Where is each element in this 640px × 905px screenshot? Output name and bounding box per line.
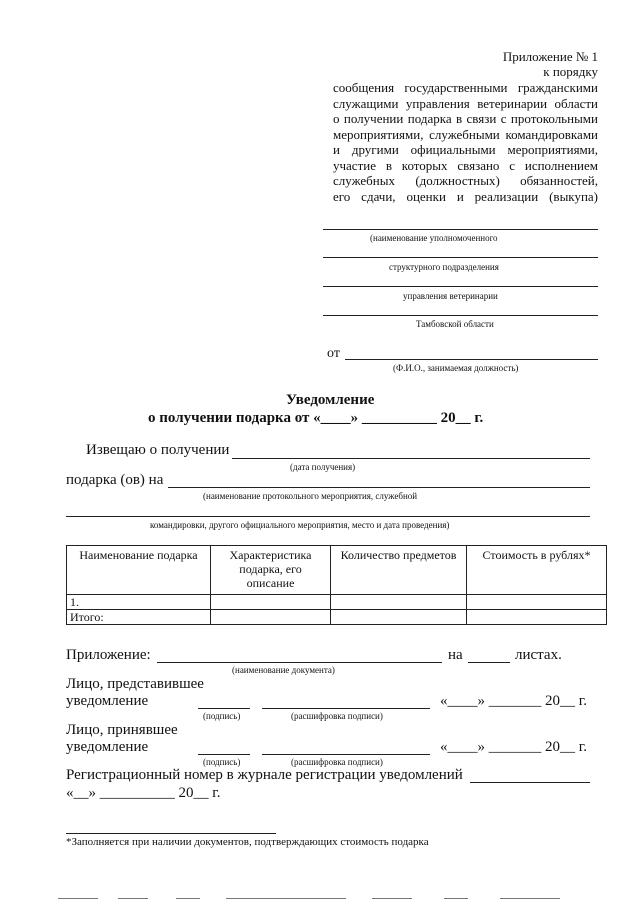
header-line: сообщения государственными гражданскими xyxy=(333,80,598,95)
scan-edge-mark xyxy=(444,898,468,899)
header-line: служебных (должностных) обязанностей, xyxy=(333,173,598,188)
submitter-line1: Лицо, представившее xyxy=(66,676,204,692)
row-number: 1. xyxy=(67,595,211,610)
total-label: Итого: xyxy=(67,610,211,625)
notify-lead: Извещаю о получении xyxy=(86,442,230,458)
submitter-decode-caption: (расшифровка подписи) xyxy=(291,711,383,721)
table-cell[interactable] xyxy=(211,595,331,610)
receipt-date-caption: (дата получения) xyxy=(290,462,356,472)
receiver-line1: Лицо, принявшее xyxy=(66,722,178,738)
doc-title: Уведомление xyxy=(286,392,375,408)
scan-edge-mark xyxy=(226,898,346,899)
header-line: и другими официальными мероприятиями, xyxy=(333,142,598,157)
attachment-on: на xyxy=(448,647,463,663)
footnote: *Заполняется при наличии документов, подтверждающих стоимость подарка xyxy=(66,836,429,848)
header-description: Характеристика подарка, его описание xyxy=(211,546,331,595)
table-total-row xyxy=(67,610,607,625)
receiver-signature-line[interactable] xyxy=(198,754,250,755)
header-line: служащими управления ветеринарии области xyxy=(333,95,598,111)
gifts-table xyxy=(66,545,607,625)
sheets-count-line[interactable] xyxy=(468,662,510,663)
table-cell[interactable] xyxy=(331,595,467,610)
header-quantity: Количество предметов xyxy=(331,546,467,595)
scan-edge-mark xyxy=(500,898,560,899)
scan-edge-mark xyxy=(58,898,98,899)
submitter-signature-line[interactable] xyxy=(198,708,250,709)
appendix-description xyxy=(333,80,598,204)
event-caption-1: (наименование протокольного мероприятия, служебной xyxy=(203,491,418,501)
receiver-decode-line[interactable] xyxy=(262,754,430,755)
from-caption: (Ф.И.О., занимаемая должность) xyxy=(393,363,519,373)
receiver-line2: уведомление xyxy=(66,739,149,755)
gift-lead: подарка (ов) на xyxy=(66,472,164,488)
event-caption-2: командировки, другого официального мероприятия, место и дата проведения) xyxy=(150,520,450,530)
attachment-caption: (наименование документа) xyxy=(232,665,335,675)
header-line: о получении подарка в связи с протокольными xyxy=(333,111,598,126)
table-row xyxy=(67,595,607,610)
event-line-1[interactable] xyxy=(168,487,590,488)
attachment-sheets: листах. xyxy=(515,647,562,663)
registration-date: «__» __________ 20__ г. xyxy=(66,785,221,801)
event-line-2[interactable] xyxy=(66,516,590,517)
addressee-line-1[interactable] xyxy=(323,229,598,230)
header-line: мероприятиями, служебными командировками xyxy=(333,126,598,142)
addressee-caption-2: структурного подразделения xyxy=(389,262,499,272)
attachment-doc-line[interactable] xyxy=(157,662,442,663)
receiver-sign-caption: (подпись) xyxy=(203,757,241,767)
attachment-label: Приложение: xyxy=(66,647,151,663)
addressee-line-3[interactable] xyxy=(323,286,598,287)
header-line: его сдачи, оценки и реализации (выкупа) xyxy=(333,188,598,204)
appendix-order: к порядку xyxy=(543,64,598,79)
addressee-line-2[interactable] xyxy=(323,257,598,258)
scan-edge-mark xyxy=(372,898,412,899)
receiver-decode-caption: (расшифровка подписи) xyxy=(291,757,383,767)
receiver-date: «____» _______ 20__ г. xyxy=(440,739,587,755)
from-line[interactable] xyxy=(345,359,598,360)
table-cell[interactable] xyxy=(467,595,607,610)
addressee-line-4[interactable] xyxy=(323,315,598,316)
addressee-caption-3: управления ветеринарии xyxy=(403,291,498,301)
header-line: участие в которых связано с исполнением xyxy=(333,157,598,173)
table-header-row xyxy=(67,546,607,595)
addressee-caption-1: (наименование уполномоченного xyxy=(370,233,498,243)
header-name: Наименование подарка xyxy=(67,546,211,595)
receipt-date-line[interactable] xyxy=(232,458,590,459)
appendix-number: Приложение № 1 xyxy=(502,49,598,64)
registration-number-line[interactable] xyxy=(470,782,590,783)
footnote-separator xyxy=(66,833,276,834)
from-label: от xyxy=(327,346,340,361)
doc-subtitle: о получении подарка от «____» __________ 20__ г. xyxy=(148,410,484,426)
submitter-date: «____» _______ 20__ г. xyxy=(440,693,587,709)
addressee-caption-4: Тамбовской области xyxy=(416,319,494,329)
table-cell[interactable] xyxy=(211,610,331,625)
submitter-sign-caption: (подпись) xyxy=(203,711,241,721)
header-cost: Стоимость в рублях* xyxy=(467,546,607,595)
scan-edge-mark xyxy=(176,898,200,899)
registration-text: Регистрационный номер в журнале регистрации уведомлений xyxy=(66,767,463,783)
submitter-line2: уведомление xyxy=(66,693,149,709)
submitter-decode-line[interactable] xyxy=(262,708,430,709)
scan-edge-mark xyxy=(118,898,148,899)
table-cell[interactable] xyxy=(467,610,607,625)
table-cell[interactable] xyxy=(331,610,467,625)
